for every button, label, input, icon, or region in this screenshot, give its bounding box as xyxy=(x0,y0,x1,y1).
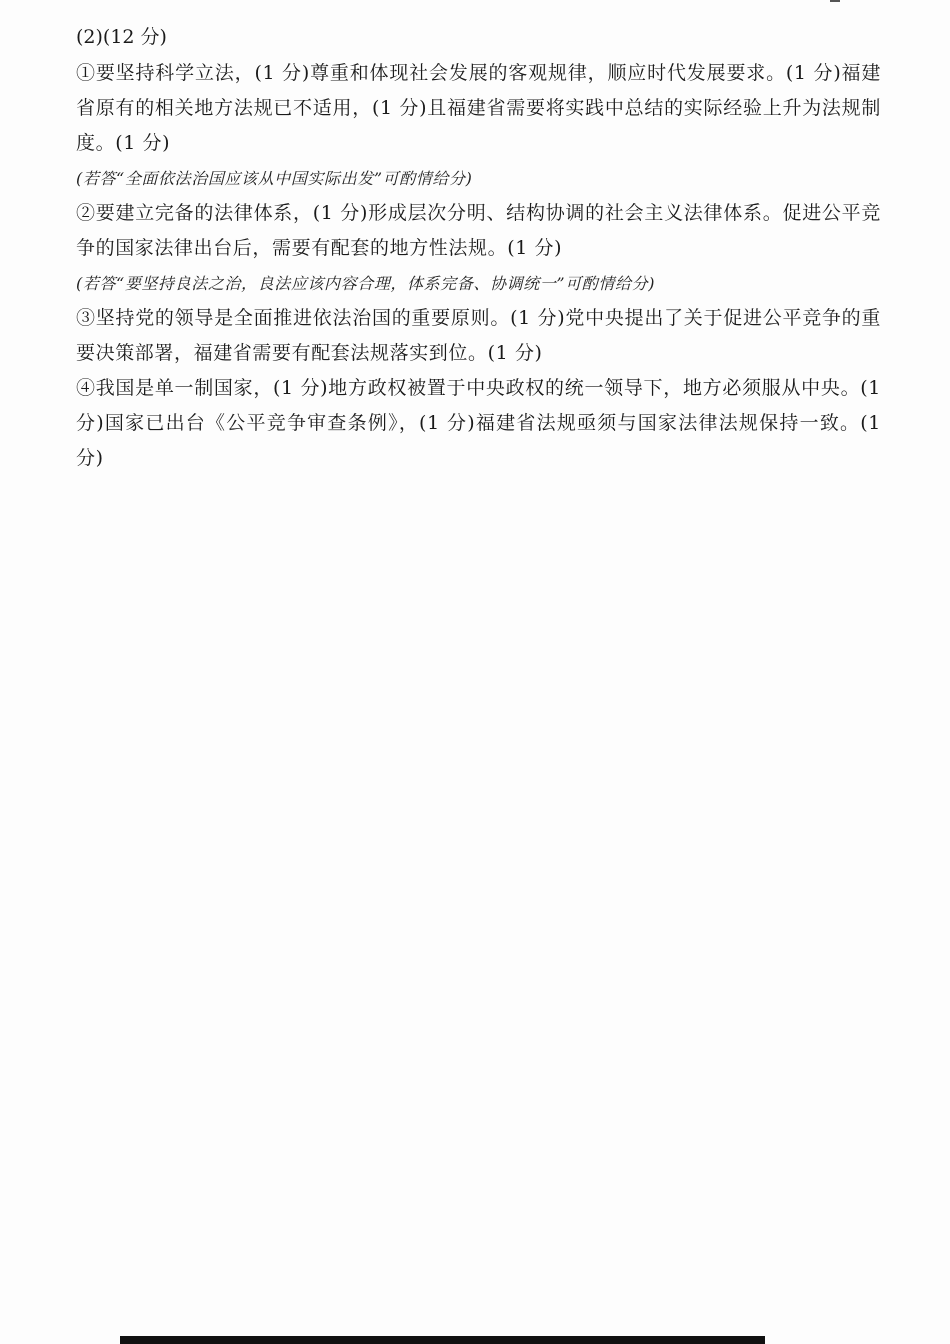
answer-point-1: ①要坚持科学立法，(1 分)尊重和体现社会发展的客观规律，顺应时代发展要求。(1 分)福建省原有的相关地方法规已不适用，(1 分)且福建省需要将实践中总结的实际经验上升为法规制度。(1 分) xyxy=(76,62,881,154)
question-heading: (2)(12 分) xyxy=(76,26,167,48)
answer-point-4: ④我国是单一制国家，(1 分)地方政权被置于中央政权的统一领导下，地方必须服从中央。(1 分)国家已出台《公平竞争审查条例》，(1 分)福建省法规亟须与国家法律法规保持一致。(1 分) xyxy=(76,377,881,469)
answer-point-2: ②要建立完备的法律体系，(1 分)形成层次分明、结构协调的社会主义法律体系。促进公平竞争的国家法律出台后，需要有配套的地方性法规。(1 分) xyxy=(76,202,881,259)
grading-note-1: (若答“全面依法治国应该从中国实际出发”可酌情给分) xyxy=(76,169,473,188)
answer-point-3: ③坚持党的领导是全面推进依法治国的重要原则。(1 分)党中央提出了关于促进公平竞争的重要决策部署，福建省需要有配套法规落实到位。(1 分) xyxy=(76,307,881,364)
scan-artifact xyxy=(830,0,840,2)
page-bottom-edge xyxy=(120,1336,765,1344)
grading-note-2: (若答“要坚持良法之治，良法应该内容合理，体系完备、协调统一”可酌情给分) xyxy=(76,274,656,293)
answer-content xyxy=(76,22,881,476)
